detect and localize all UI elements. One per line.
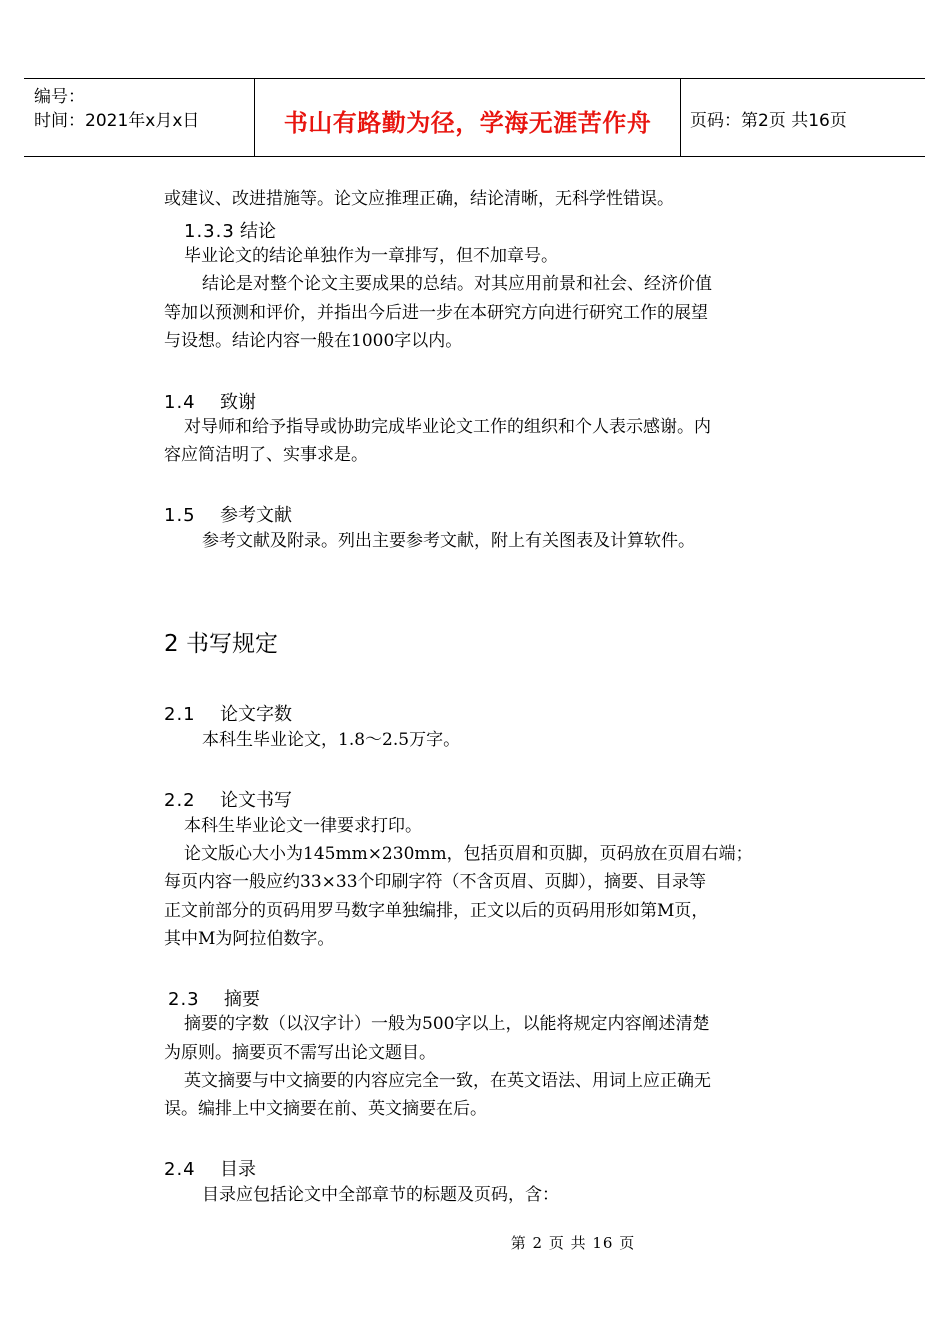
section-title: 目录 — [220, 1159, 256, 1180]
section-number: 2.3 — [168, 989, 200, 1010]
section-heading-2-1 — [164, 700, 292, 726]
paragraph-text: 英文摘要与中文摘要的内容应完全一致，在英文语法、用词上应正确无 — [184, 1071, 711, 1091]
section-heading-1-5 — [164, 501, 292, 527]
section-number: 2.1 — [164, 704, 196, 725]
paragraph-text: 本科生毕业论文一律要求打印。 — [184, 816, 422, 836]
section-number: 1.3.3 — [184, 221, 235, 242]
document-number-label: 编号： — [34, 87, 85, 107]
paragraph-text: 每页内容一般应约33×33个印刷字符（不含页眉、页脚），摘要、目录等 — [164, 872, 707, 892]
paragraph-text: 毕业论文的结论单独作为一章排写，但不加章号。 — [184, 246, 558, 266]
paragraph-text: 本科生毕业论文，1.8～2.5万字。 — [202, 730, 461, 750]
paragraph-text: 参考文献及附录。列出主要参考文献，附上有关图表及计算软件。 — [202, 531, 695, 551]
paragraph-text: 论文版心大小为145mm×230mm，包括页眉和页脚，页码放在页眉右端； — [184, 844, 753, 864]
header-page-cell — [680, 79, 925, 156]
section-title: 论文书写 — [220, 790, 292, 811]
paragraph-text: 其中M为阿拉伯数字。 — [164, 929, 335, 949]
paragraph-text: 容应简洁明了、实事求是。 — [164, 445, 368, 465]
paragraph-text: 等加以预测和评价，并指出今后进一步在本研究方向进行研究工作的展望 — [164, 303, 708, 323]
paragraph-text: 正文前部分的页码用罗马数字单独编排，正文以后的页码用形如第M页， — [164, 901, 709, 921]
paragraph-text: 目录应包括论文中全部章节的标题及页码，含： — [202, 1185, 559, 1205]
paragraph-text: 摘要的字数（以汉字计）一般为500字以上，以能将规定内容阐述清楚 — [184, 1014, 710, 1034]
section-heading-1-3-3 — [184, 217, 276, 243]
chapter-heading-2: 2 书写规定 — [164, 631, 278, 657]
header-motto-cell — [254, 79, 681, 156]
paragraph-text: 或建议、改进措施等。论文应推理正确，结论清晰，无科学性错误。 — [164, 189, 674, 209]
section-heading-2-2 — [164, 786, 292, 812]
paragraph-text: 为原则。摘要页不需写出论文题目。 — [164, 1043, 436, 1063]
header-motto: 书山有路勤为径，学海无涯苦作舟 — [283, 109, 652, 137]
paragraph-text: 与设想。结论内容一般在1000字以内。 — [164, 331, 463, 351]
section-title: 结论 — [240, 221, 276, 242]
paragraph-text: 对导师和给予指导或协助完成毕业论文工作的组织和个人表示感谢。内 — [184, 417, 711, 437]
paragraph-text: 误。编排上中文摘要在前、英文摘要在后。 — [164, 1099, 487, 1119]
section-title: 致谢 — [220, 392, 256, 413]
section-number: 2.2 — [164, 790, 196, 811]
header-meta-cell — [24, 79, 254, 156]
section-heading-2-3 — [168, 985, 260, 1011]
section-number: 2.4 — [164, 1159, 196, 1180]
section-title: 论文字数 — [220, 704, 292, 725]
page-footer-number: 第 2 页 共 16 页 — [510, 1234, 636, 1252]
section-title: 摘要 — [224, 989, 260, 1010]
section-heading-2-4 — [164, 1155, 256, 1181]
page-header — [24, 78, 925, 157]
section-number: 1.5 — [164, 505, 196, 526]
section-heading-1-4 — [164, 388, 256, 414]
paragraph-text: 结论是对整个论文主要成果的总结。对其应用前景和社会、经济价值 — [202, 274, 712, 294]
document-time-label: 时间：2021年x月x日 — [34, 111, 200, 131]
section-number: 1.4 — [164, 392, 196, 413]
section-title: 参考文献 — [220, 505, 292, 526]
header-page-number: 页码：第2页 共16页 — [690, 111, 847, 131]
